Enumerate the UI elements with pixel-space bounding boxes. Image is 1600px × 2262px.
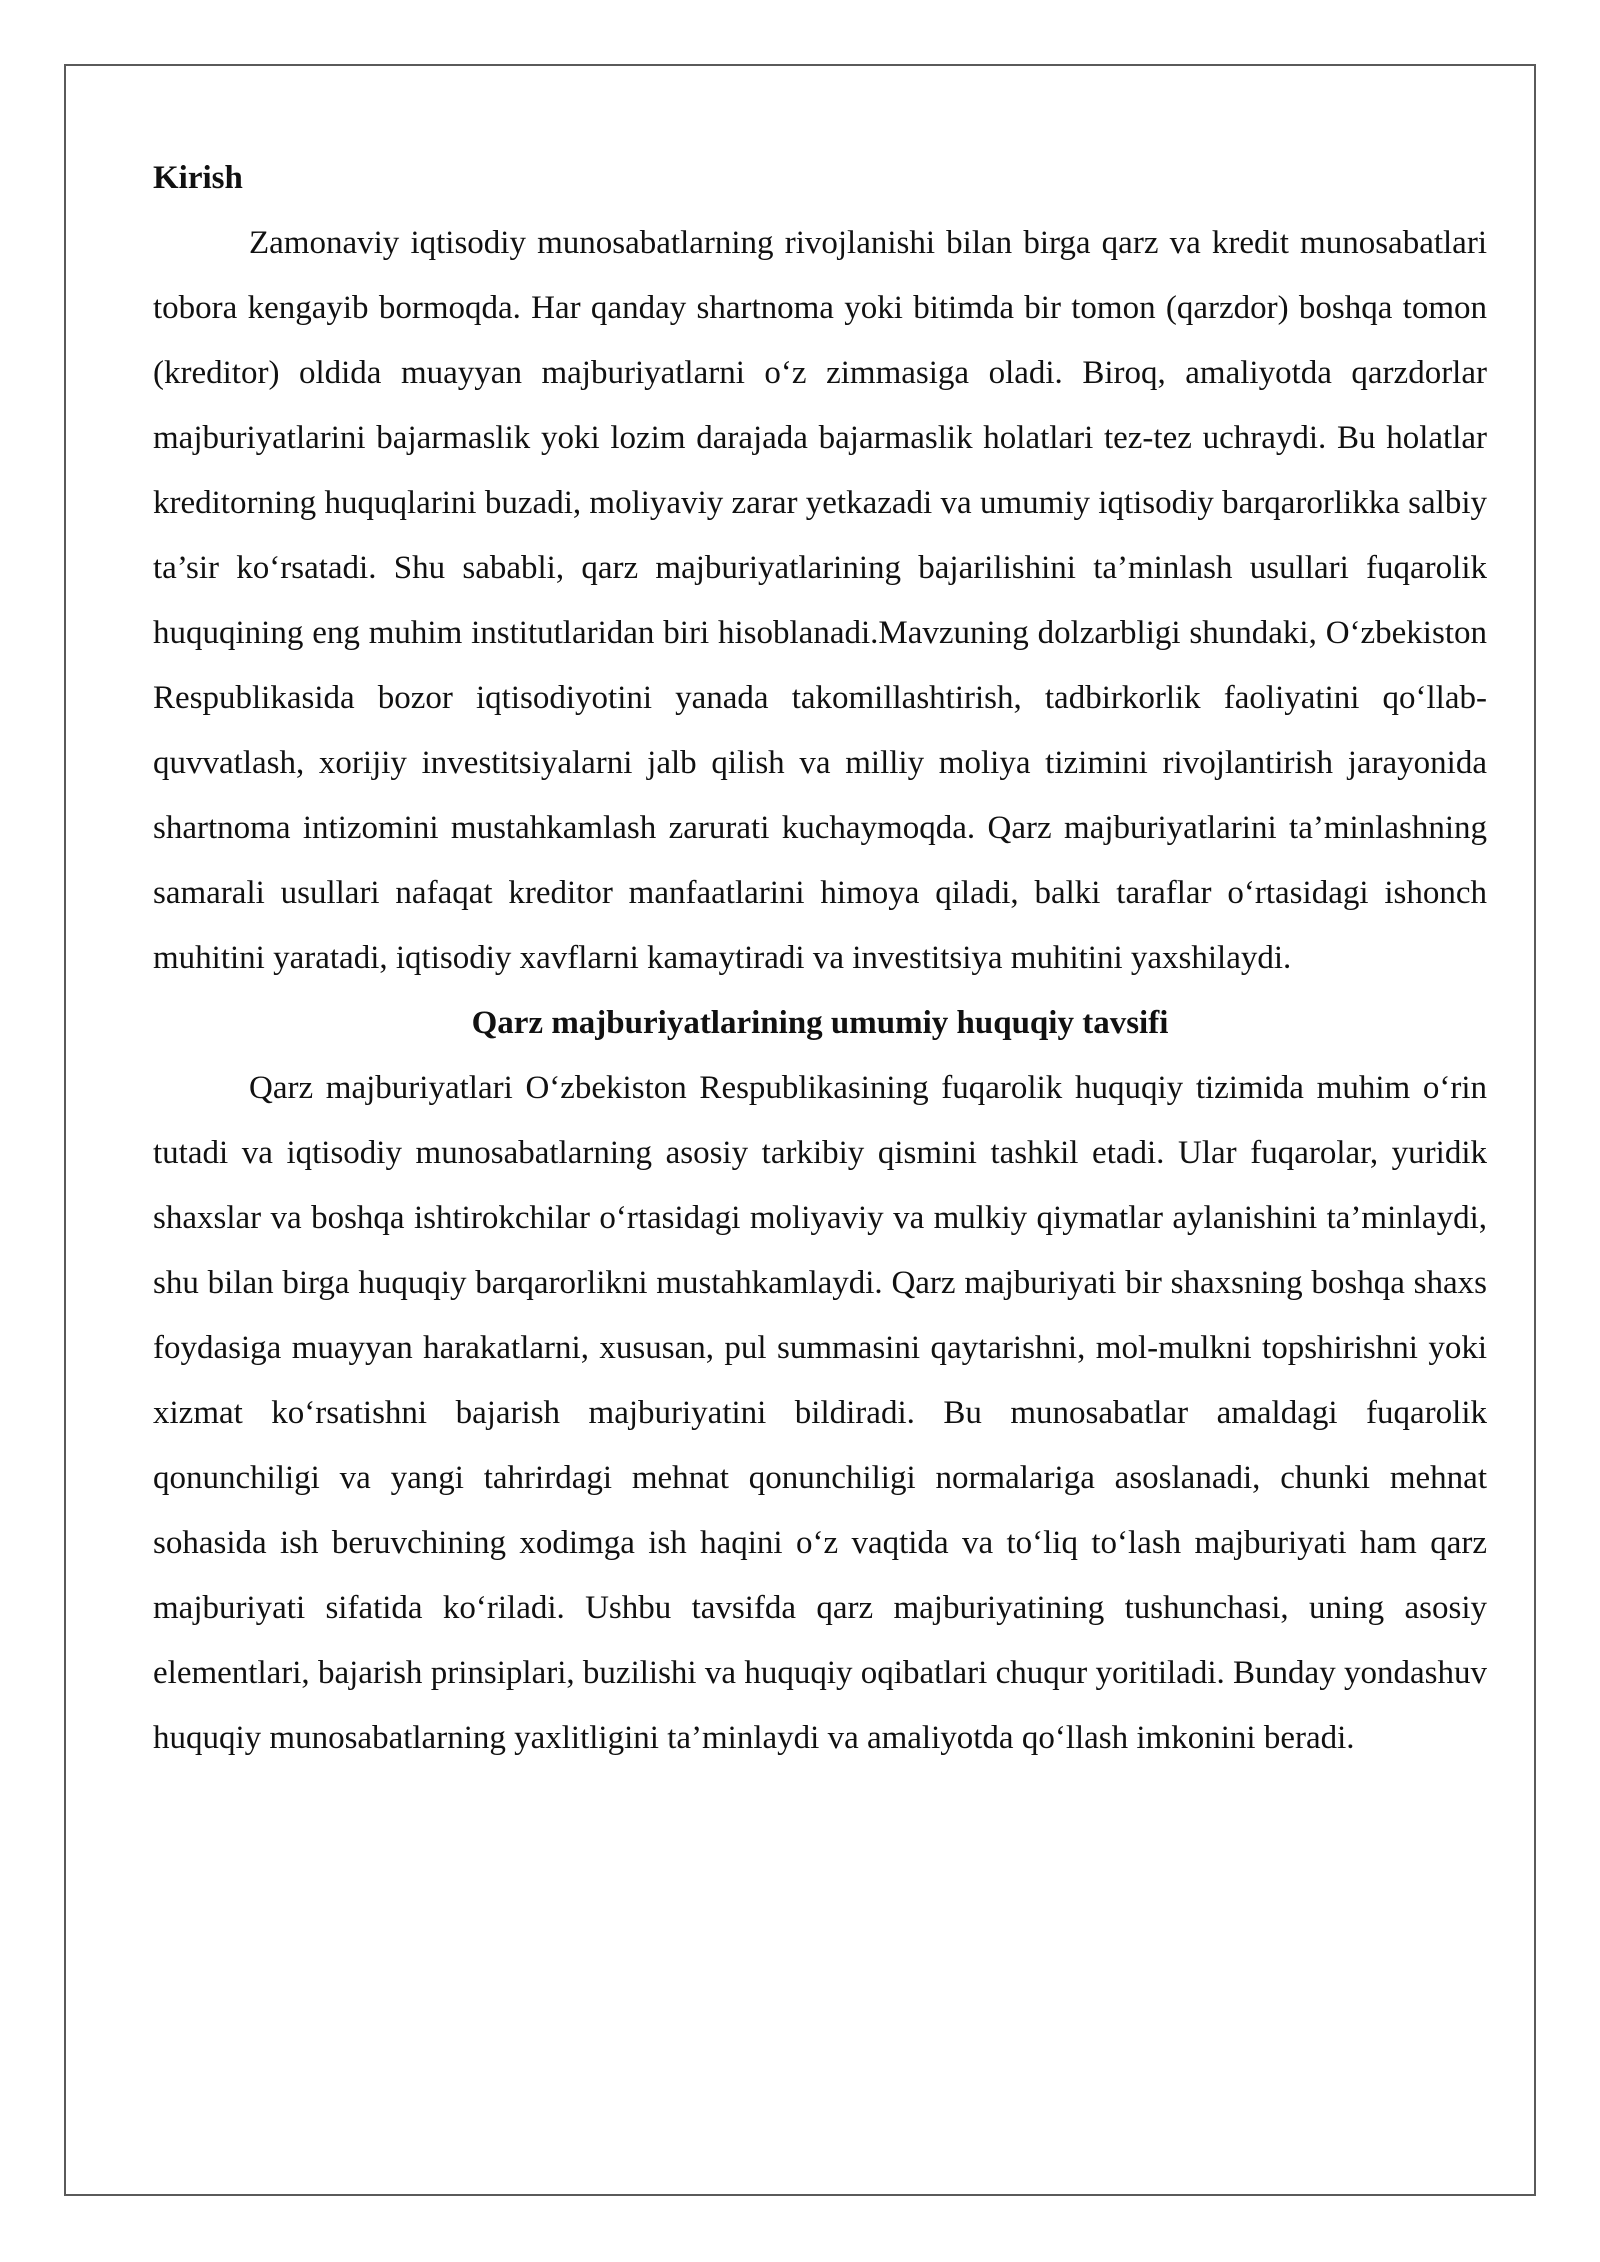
section-heading-legal-description: Qarz majburiyatlarining umumiy huquqiy tavsifi (471, 1005, 1169, 1041)
section-heading-introduction: Kirish (153, 160, 243, 196)
introduction-paragraph: Zamonaviy iqtisodiy munosabatlarning rivojlanishi bilan birga qarz va kredit munosabatlari tobora kengayib bormoqda. Har qanday shartnoma yoki bitimda bir tomon (qarzdor) boshqa tomon (kreditor) oldida muayyan majburiyatlarni o‘z zimmasiga oladi. Biroq, amaliyotda qarzdorlar majburiyatlarini bajarmaslik yoki lozim darajada bajarmaslik holatlari tez-tez uchraydi. Bu holatlar kreditorning huquqlarini buzadi, moliyaviy zarar yetkazadi va umumiy iqtisodiy barqarorlikka salbiy ta’sir ko‘rsatadi. Shu sababli, qarz majburiyatlarining bajarilishini ta’minlash usullari fuqarolik huquqining eng muhim institutlaridan biri hisoblanadi.Mavzuning dolzarbligi shundaki, O‘zbekiston Respublikasida bozor iqtisodiyotini yanada takomillashtirish, tadbirkorlik faoliyatini qo‘llab-quvvatlash, xorijiy investitsiyalarni jalb qilish va milliy moliya tizimini rivojlantirish jarayonida shartnoma intizomini mustahkamlash zarurati kuchaymoqda. Qarz majburiyatlarini ta’minlashning samarali usullari nafaqat kreditor manfaatlarini himoya qiladi, balki taraflar o‘rtasidagi ishonch muhitini yaratadi, iqtisodiy xavflarni kamaytiradi va investitsiya muhitini yaxshilaydi. (153, 225, 1487, 976)
legal-description-paragraph: Qarz majburiyatlari O‘zbekiston Respublikasining fuqarolik huquqiy tizimida muhim o‘rin tutadi va iqtisodiy munosabatlarning asosiy tarkibiy qismini tashkil etadi. Ular fuqarolar, yuridik shaxslar va boshqa ishtirokchilar o‘rtasidagi moliyaviy va mulkiy qiymatlar aylanishini ta’minlaydi, shu bilan birga huquqiy barqarorlikni mustahkamlaydi. Qarz majburiyati bir shaxsning boshqa shaxs foydasiga muayyan harakatlarni, xususan, pul summasini qaytarishni, mol-mulkni topshirishni yoki xizmat ko‘rsatishni bajarish majburiyatini bildiradi. Bu munosabatlar amaldagi fuqarolik qonunchiligi va yangi tahrirdagi mehnat qonunchiligi normalariga asoslanadi, chunki mehnat sohasida ish beruvchining xodimga ish haqini o‘z vaqtida va to‘liq to‘lash majburiyati ham qarz majburiyati sifatida ko‘riladi. Ushbu tavsifda qarz majburiyatining tushunchasi, uning asosiy elementlari, bajarish prinsiplari, buzilishi va huquqiy oqibatlari chuqur yoritiladi. Bunday yondashuv huquqiy munosabatlarning yaxlitligini ta’minlaydi va amaliyotda qo‘llash imkonini beradi. (153, 1070, 1487, 1756)
document-body (153, 146, 1487, 1771)
